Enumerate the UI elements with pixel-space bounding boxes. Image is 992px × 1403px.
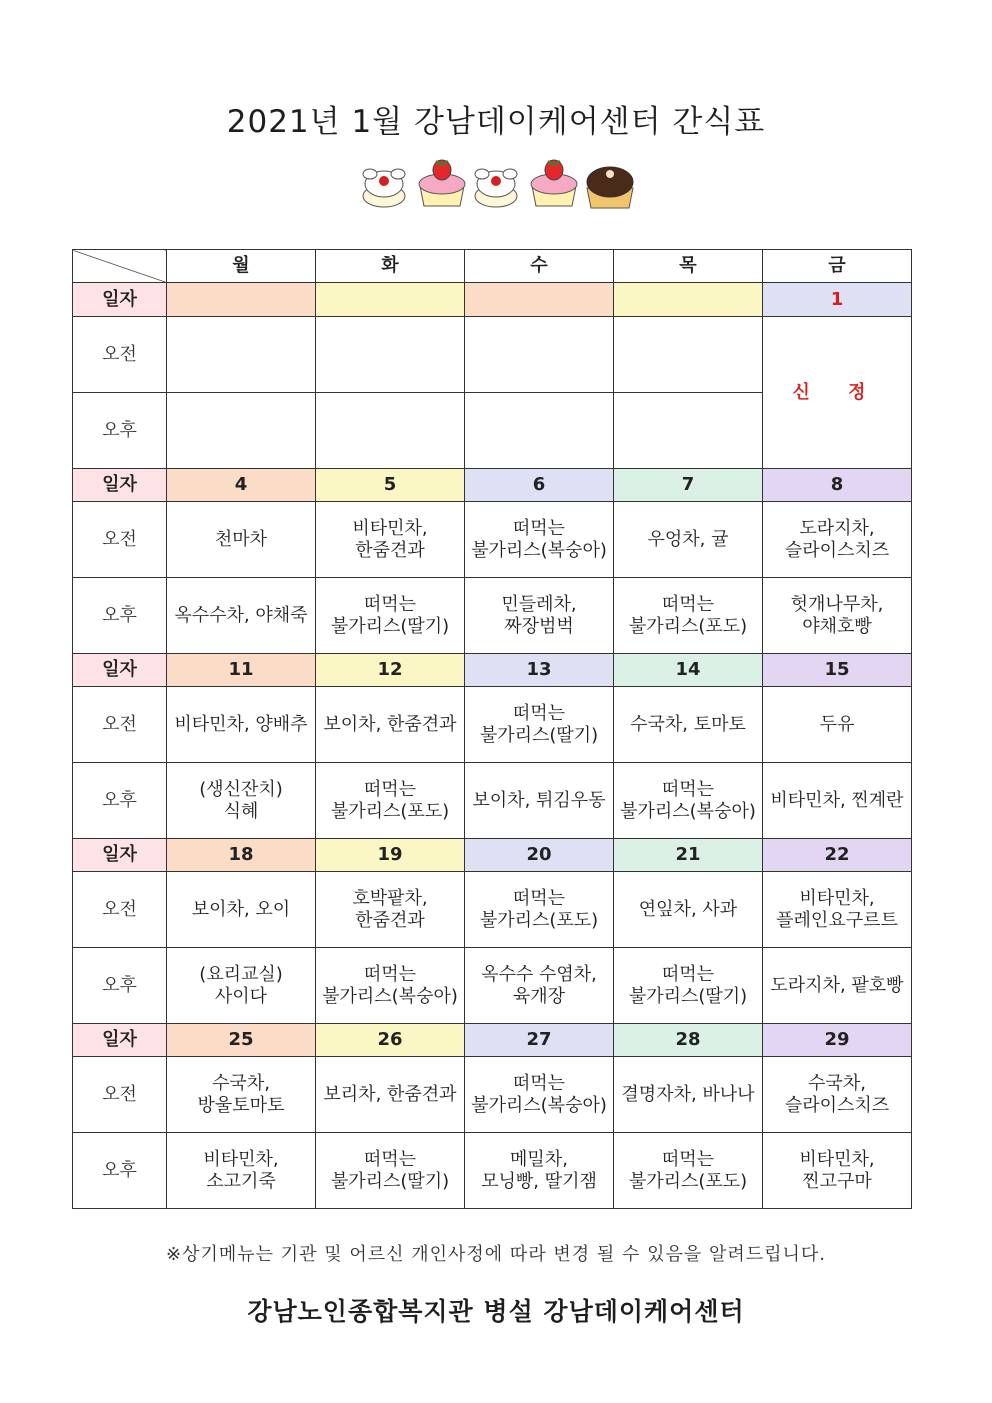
weekday-fri: 금	[763, 250, 912, 283]
menu-cell: 보이차, 오이	[167, 872, 316, 948]
menu-cell: 떠먹는 불가리스(복숭아)	[465, 1057, 614, 1133]
menu-cell	[167, 393, 316, 469]
pm-label: 오후	[73, 948, 167, 1024]
date-cell: 12	[316, 654, 465, 687]
menu-cell: 연잎차, 사과	[614, 872, 763, 948]
weekday-wed: 수	[465, 250, 614, 283]
menu-cell: 수국차, 토마토	[614, 687, 763, 763]
am-label: 오전	[73, 502, 167, 578]
date-label: 일자	[73, 839, 167, 872]
date-cell: 25	[167, 1024, 316, 1057]
menu-cell: 메밀차, 모닝빵, 딸기잼	[465, 1133, 614, 1209]
menu-cell: 보이차, 튀김우동	[465, 763, 614, 839]
menu-cell	[614, 393, 763, 469]
date-cell	[167, 283, 316, 317]
date-row	[73, 469, 912, 502]
menu-cell: 떠먹는 불가리스(복숭아)	[614, 763, 763, 839]
menu-cell	[465, 317, 614, 393]
date-cell: 27	[465, 1024, 614, 1057]
am-row	[73, 687, 912, 763]
menu-cell: 수국차, 방울토마토	[167, 1057, 316, 1133]
menu-cell: 호박팥차, 한줌견과	[316, 872, 465, 948]
menu-cell: 결명자차, 바나나	[614, 1057, 763, 1133]
weekday-header-row	[73, 250, 912, 283]
menu-cell: 떠먹는 불가리스(복숭아)	[465, 502, 614, 578]
date-cell: 1	[763, 283, 912, 317]
menu-cell: (요리교실) 사이다	[167, 948, 316, 1024]
date-cell	[465, 283, 614, 317]
date-label: 일자	[73, 283, 167, 317]
menu-cell: 비타민차, 찐고구마	[763, 1133, 912, 1209]
menu-cell: 비타민차, 양배추	[167, 687, 316, 763]
menu-cell: 보이차, 한줌견과	[316, 687, 465, 763]
pm-row	[73, 578, 912, 654]
menu-cell: 떠먹는 불가리스(딸기)	[465, 687, 614, 763]
menu-cell: 옥수수 수염차, 육개장	[465, 948, 614, 1024]
am-label: 오전	[73, 687, 167, 763]
week1-date-row	[73, 283, 912, 317]
menu-cell: 떠먹는 불가리스(딸기)	[316, 578, 465, 654]
date-cell: 21	[614, 839, 763, 872]
menu-cell	[614, 317, 763, 393]
menu-cell: (생신잔치) 식혜	[167, 763, 316, 839]
date-cell: 7	[614, 469, 763, 502]
pm-label: 오후	[73, 578, 167, 654]
menu-cell: 비타민차, 한줌견과	[316, 502, 465, 578]
chocolate-cake-icon	[587, 167, 633, 208]
date-cell: 5	[316, 469, 465, 502]
menu-cell: 떠먹는 불가리스(포도)	[316, 763, 465, 839]
week1-am-row	[73, 317, 912, 393]
date-label: 일자	[73, 1024, 167, 1057]
date-cell: 20	[465, 839, 614, 872]
am-label: 오전	[73, 1057, 167, 1133]
date-cell: 19	[316, 839, 465, 872]
date-row	[73, 1024, 912, 1057]
pm-label: 오후	[73, 763, 167, 839]
menu-cell: 민들레차, 짜장범벅	[465, 578, 614, 654]
menu-cell: 비타민차, 소고기죽	[167, 1133, 316, 1209]
menu-cell: 수국차, 슬라이스치즈	[763, 1057, 912, 1133]
menu-cell: 떠먹는 불가리스(딸기)	[614, 948, 763, 1024]
date-cell: 8	[763, 469, 912, 502]
menu-cell: 떠먹는 불가리스(복숭아)	[316, 948, 465, 1024]
menu-cell: 옥수수차, 야채죽	[167, 578, 316, 654]
am-row	[73, 502, 912, 578]
menu-cell	[465, 393, 614, 469]
menu-cell: 떠먹는 불가리스(포도)	[614, 578, 763, 654]
holiday-cell: 신 정	[763, 317, 912, 469]
date-cell: 29	[763, 1024, 912, 1057]
menu-cell	[316, 393, 465, 469]
date-cell	[614, 283, 763, 317]
date-cell: 22	[763, 839, 912, 872]
date-row	[73, 839, 912, 872]
weekday-thu: 목	[614, 250, 763, 283]
menu-cell	[167, 317, 316, 393]
menu-cell: 비타민차, 찐계란	[763, 763, 912, 839]
weekday-tue: 화	[316, 250, 465, 283]
am-row	[73, 1057, 912, 1133]
date-cell: 13	[465, 654, 614, 687]
menu-cell: 도라지차, 슬라이스치즈	[763, 502, 912, 578]
date-cell: 18	[167, 839, 316, 872]
menu-cell: 떠먹는 불가리스(딸기)	[316, 1133, 465, 1209]
menu-cell: 떠먹는 불가리스(포도)	[465, 872, 614, 948]
date-cell	[316, 283, 465, 317]
date-cell: 11	[167, 654, 316, 687]
am-label: 오전	[73, 317, 167, 393]
date-label: 일자	[73, 654, 167, 687]
menu-cell: 도라지차, 팥호빵	[763, 948, 912, 1024]
pm-label: 오후	[73, 1133, 167, 1209]
date-row	[73, 654, 912, 687]
strawberry-cake-icon	[419, 160, 465, 206]
date-cell: 28	[614, 1024, 763, 1057]
menu-cell: 우엉차, 귤	[614, 502, 763, 578]
date-cell: 26	[316, 1024, 465, 1057]
pm-row	[73, 948, 912, 1024]
weekday-mon: 월	[167, 250, 316, 283]
am-label: 오전	[73, 872, 167, 948]
cream-puff-icon	[363, 169, 405, 207]
snack-menu-table	[72, 249, 912, 1209]
menu-cell: 보리차, 한줌견과	[316, 1057, 465, 1133]
menu-cell: 떠먹는 불가리스(포도)	[614, 1133, 763, 1209]
pm-row	[73, 1133, 912, 1209]
menu-cell: 헛개나무차, 야채호빵	[763, 578, 912, 654]
date-label: 일자	[73, 469, 167, 502]
date-cell: 14	[614, 654, 763, 687]
menu-cell: 두유	[763, 687, 912, 763]
date-cell: 4	[167, 469, 316, 502]
pm-row	[73, 763, 912, 839]
change-notice: ※상기메뉴는 기관 및 어르신 개인사정에 따라 변경 될 수 있음을 알려드립니다.	[165, 1244, 827, 1265]
organization-footer: 강남노인종합복지관 병설 강남데이케어센터	[247, 1297, 745, 1326]
cream-puff-icon	[475, 169, 517, 207]
menu-cell	[316, 317, 465, 393]
am-row	[73, 872, 912, 948]
dessert-decoration	[358, 154, 638, 210]
page-title: 2021년 1월 강남데이케어센터 간식표	[226, 104, 766, 140]
date-cell: 15	[763, 654, 912, 687]
pm-label: 오후	[73, 393, 167, 469]
date-cell: 6	[465, 469, 614, 502]
strawberry-cake-icon	[531, 160, 577, 206]
menu-cell: 천마차	[167, 502, 316, 578]
menu-cell: 비타민차, 플레인요구르트	[763, 872, 912, 948]
corner-cell	[73, 250, 167, 283]
